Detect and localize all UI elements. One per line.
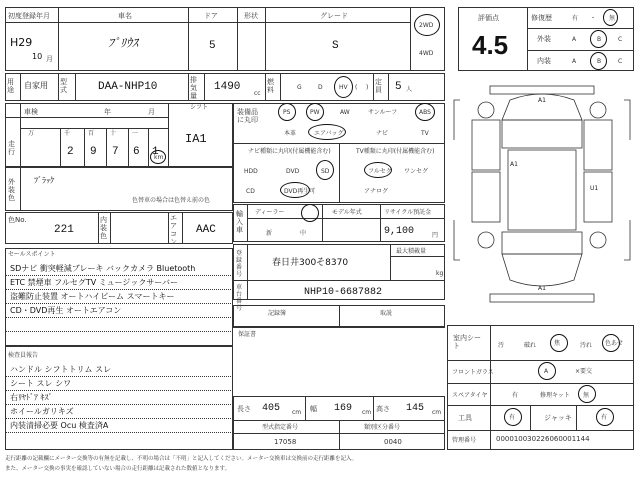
doors-label: ドア <box>204 12 218 20</box>
color-note: 色替車の場合は色替え前の色 <box>132 197 211 204</box>
grade-value: S <box>332 40 339 52</box>
import-label: 輸入車 <box>236 210 243 234</box>
displacement-label: 排気量 <box>190 76 197 100</box>
width-unit: cm <box>362 409 372 416</box>
glass-label: フロントガラス <box>452 369 494 376</box>
dealer-used: 中 <box>300 230 307 237</box>
diagram-windshield <box>502 120 582 148</box>
displacement-value: 1490 <box>214 81 241 93</box>
ext-opt-c: C <box>618 36 623 43</box>
header-row <box>5 7 445 71</box>
seat-opt: 破れ <box>524 342 537 349</box>
digit-label-10: 十 <box>110 130 117 137</box>
height-value: 145 <box>406 403 425 414</box>
model-value: ﾌﾟﾘｳｽ <box>108 36 139 50</box>
plate-value: 春日井300そ8370 <box>272 258 349 268</box>
mileage-digit: 7 <box>112 146 119 158</box>
mileage-unit: km <box>154 154 164 161</box>
record-book-label: 記録簿 <box>268 310 287 317</box>
form-number-value: 17058 <box>274 438 297 446</box>
reg-month-unit: 月 <box>46 55 53 63</box>
use-label: 用途 <box>7 78 14 94</box>
diagram-label-door: U1 <box>590 185 599 192</box>
dealer-circle <box>301 204 319 222</box>
interior-color-label: 内装色 <box>100 216 107 240</box>
selling-point-line: SDナビ 衝突軽減ブレーキ バックカメラ Bluetooth <box>10 264 196 273</box>
displacement-unit: cc <box>254 90 261 97</box>
int-opt-b: B <box>597 58 602 65</box>
fuel-hv-circle <box>334 76 353 98</box>
inspector-title: 検査員報告 <box>8 352 39 359</box>
seat-label: 室内シート <box>453 334 481 350</box>
ext-selected-circle <box>590 30 607 48</box>
diagram-right-front-door <box>584 120 612 170</box>
nav-type-title: ナビ種類に丸印(付属機能含む) <box>248 148 331 155</box>
color-value: ﾌﾞﾗｯｸ <box>34 176 54 185</box>
diagram-label-rear: A1 <box>538 285 546 292</box>
doors-value: 5 <box>209 40 216 52</box>
selling-point-line: CD・DVD再生 オートエアコン <box>10 306 122 315</box>
diagram-label-front: A1 <box>538 97 546 104</box>
repair-selected-circle <box>603 9 618 26</box>
fuel-opt-g: G <box>297 84 302 91</box>
nav-cd: CD <box>246 188 255 195</box>
use-value: 自家用 <box>24 81 48 90</box>
diagram-rear-window <box>502 232 582 254</box>
nav-sd: SD <box>321 168 330 175</box>
jack-label: ジャッキ <box>544 414 572 422</box>
equip-sunroof: サンルーフ <box>368 109 398 116</box>
recycle-value: 9,100 <box>384 226 415 237</box>
spare-opt: 有 <box>512 392 519 399</box>
digit-label-1k: 千 <box>64 130 71 137</box>
form-number-label: 型式指定番号 <box>262 424 299 431</box>
diagram-wheel <box>478 232 494 248</box>
equip-pw: PW <box>310 109 320 116</box>
dealer-new: 新 <box>266 230 273 237</box>
mileage-digit: 1 <box>152 146 159 158</box>
recycle-label: リサイクル預託金 <box>384 209 432 216</box>
diagram-front-bumper <box>490 86 594 94</box>
ext-opt-b: B <box>597 36 602 43</box>
max-load-unit: kg <box>436 270 444 277</box>
type-value: DAA-NHP10 <box>98 81 158 93</box>
fwd-label: 4WD <box>419 50 434 57</box>
capacity-value: 5 <box>395 81 402 93</box>
footer-note-1: 走行距離の記載欄にメーター交換等の有無を記載し、不明の場合は「不明」と記入してください。メーター交換車は交換前の走行距離を記入。 <box>5 456 358 462</box>
class-number-value: 0040 <box>384 438 402 446</box>
digit-label-100: 百 <box>88 130 95 137</box>
footer-note-2: また、メーター交換の事実を確認していない場合の走行距離は記載された数値となります。 <box>5 466 231 472</box>
diagram-bracket <box>454 100 460 140</box>
aircon-value: AAC <box>196 224 216 236</box>
repair-opt-no: 無 <box>609 15 616 22</box>
glass-opt-a: A <box>544 368 549 375</box>
recycle-unit: 円 <box>432 232 439 239</box>
equip-leather: 本革 <box>284 130 297 137</box>
inspector-line: ホイールガリキズ <box>10 407 74 416</box>
mileage-digit: 2 <box>67 146 74 158</box>
diagram-bracket <box>624 220 630 260</box>
inspection-month-unit: 月 <box>148 108 155 116</box>
diagram-roof <box>508 150 576 230</box>
seat-opt: 焦 <box>554 340 561 347</box>
manual-label: 取説 <box>380 310 393 317</box>
diagram-trunk <box>502 254 582 286</box>
model-year-label: モデル年式 <box>332 209 362 216</box>
selling-point-line: ETC 禁煙車 フルセグTV ミュージックサーバー <box>10 278 179 287</box>
equipment-title: 装備品に丸印 <box>237 108 258 124</box>
length-unit: cm <box>292 409 302 416</box>
fuel-opt-d: D <box>318 84 323 91</box>
capacity-label: 定員 <box>375 78 382 94</box>
inspection-label: 車検 <box>24 108 38 116</box>
equip-abs: ABS <box>419 109 431 116</box>
diagram-right-rear-door <box>584 172 612 222</box>
diagram-left-rear-door <box>472 172 500 222</box>
type-label: 型式 <box>60 78 67 94</box>
seat-opt: 汚れ <box>580 342 593 349</box>
length-value: 405 <box>262 403 281 414</box>
shape-label: 形状 <box>244 12 258 20</box>
nav-hdd: HDD <box>244 168 258 175</box>
color-block <box>5 167 233 211</box>
diagram-rear-bumper <box>490 294 594 302</box>
diagram-wheel <box>590 232 606 248</box>
shift-label: シフト <box>190 104 209 111</box>
inspection-year-unit: 年 <box>104 108 111 116</box>
equip-nav: ナビ <box>376 130 389 137</box>
twd-label: 2WD <box>419 22 434 29</box>
spare-opt: 修理キット <box>540 392 570 399</box>
warranty-label: 保証書 <box>238 331 257 338</box>
spare-opt: 無 <box>583 392 590 399</box>
repair-label: 修復歴 <box>531 14 552 22</box>
exterior-label: 外装 <box>537 35 551 43</box>
mileage-digit: 9 <box>90 146 97 158</box>
tv-type-title: TV種類に丸印(付属機能含む) <box>356 148 435 155</box>
class-number-label: 類別区分番号 <box>364 424 401 431</box>
int-opt-c: C <box>618 58 623 65</box>
seat-opt: 汚 <box>498 342 505 349</box>
inspector-line: 内装清掃必要 Ocu 検査済A <box>10 421 109 430</box>
height-unit: cm <box>432 409 442 416</box>
fuel-opt-open: ( <box>355 84 358 91</box>
reg-date-label: 初度登録年月 <box>8 12 50 20</box>
glass-opt-replace: ×要交 <box>575 368 593 375</box>
fuel-opt-hv: HV <box>339 84 348 91</box>
width-label: 幅 <box>310 405 317 413</box>
equip-ps: PS <box>283 109 291 116</box>
max-load-label: 最大積載量 <box>396 248 427 255</box>
length-label: 長さ <box>237 405 251 413</box>
fuel-label: 燃料 <box>267 78 274 94</box>
tv-fullseg: フルセグ <box>368 168 392 175</box>
capacity-unit: 人 <box>406 86 413 93</box>
tv-analog: アナログ <box>364 188 389 195</box>
nav-dvdplay: DVD再生可 <box>284 188 316 195</box>
interior-label: 内装 <box>537 57 551 65</box>
reg-year-value: H29 <box>10 36 33 49</box>
equip-airbag: エアバッグ <box>314 130 344 137</box>
repair-opt-dot: ・ <box>590 15 597 22</box>
car-damage-diagram <box>450 80 634 320</box>
tv-oneseg: ワンセグ <box>404 168 429 175</box>
seat-opt: 色あせ <box>605 340 624 347</box>
chassis-value: NHP10-6687882 <box>304 287 383 298</box>
shift-value: IA1 <box>185 132 207 146</box>
tools-value: 有 <box>509 414 516 421</box>
reg-month-value: 10 <box>32 52 43 61</box>
inspector-line: シート スレ シワ <box>10 379 72 388</box>
selling-point-line: 盗難防止装置 オートハイビーム スマートキー <box>10 292 175 301</box>
spare-tire-label: スペアタイヤ <box>452 392 488 399</box>
plate-label: 登録番号 <box>236 250 243 278</box>
color-no-value: 221 <box>54 224 74 236</box>
dealer-label: ディーラー <box>255 209 285 216</box>
management-label: 管理番号 <box>452 437 477 444</box>
model-label: 車名 <box>118 12 132 20</box>
mileage-label: 走行 <box>8 140 15 156</box>
grade-label: グレード <box>320 12 348 20</box>
diagram-label-left: A1 <box>510 161 518 168</box>
nav-dvd: DVD <box>286 168 300 175</box>
management-value: 000010030226060001144 <box>496 435 590 443</box>
color-label: 外装色 <box>8 178 15 202</box>
diagram-wheel <box>590 102 606 118</box>
score-label: 評価点 <box>478 14 499 22</box>
selling-points-title: セールスポイント <box>8 251 56 258</box>
digit-label-1: 一 <box>132 130 139 137</box>
int-opt-a: A <box>572 58 577 65</box>
inspector-line: 右ﾘﾔﾄﾞｱ ｷｽﾞ <box>10 393 53 402</box>
diagram-wheel <box>478 102 494 118</box>
diagram-bracket <box>624 100 630 140</box>
aircon-label: エアコン <box>170 214 177 246</box>
equip-aw: AW <box>340 109 350 116</box>
jack-value: 有 <box>601 414 608 421</box>
inspector-line: ハンドル シフトトリム スレ <box>10 365 112 374</box>
int-selected-circle <box>590 52 607 70</box>
chassis-label: 車台番号 <box>236 284 243 312</box>
diagram-bracket <box>454 220 460 260</box>
score-value: 4.5 <box>472 30 509 60</box>
fuel-opt-close: ) <box>366 84 369 91</box>
height-label: 高さ <box>376 405 390 413</box>
ext-opt-a: A <box>572 36 577 43</box>
tools-label: 工具 <box>458 414 472 422</box>
repair-opt-yes: 有 <box>572 15 579 22</box>
width-value: 169 <box>334 403 353 414</box>
diagram-left-front-door <box>472 120 500 170</box>
mileage-digit: 6 <box>133 146 140 158</box>
digit-label-10k: 万 <box>28 130 35 137</box>
equip-tv: TV <box>421 130 429 137</box>
color-no-label: 色No. <box>8 216 27 224</box>
